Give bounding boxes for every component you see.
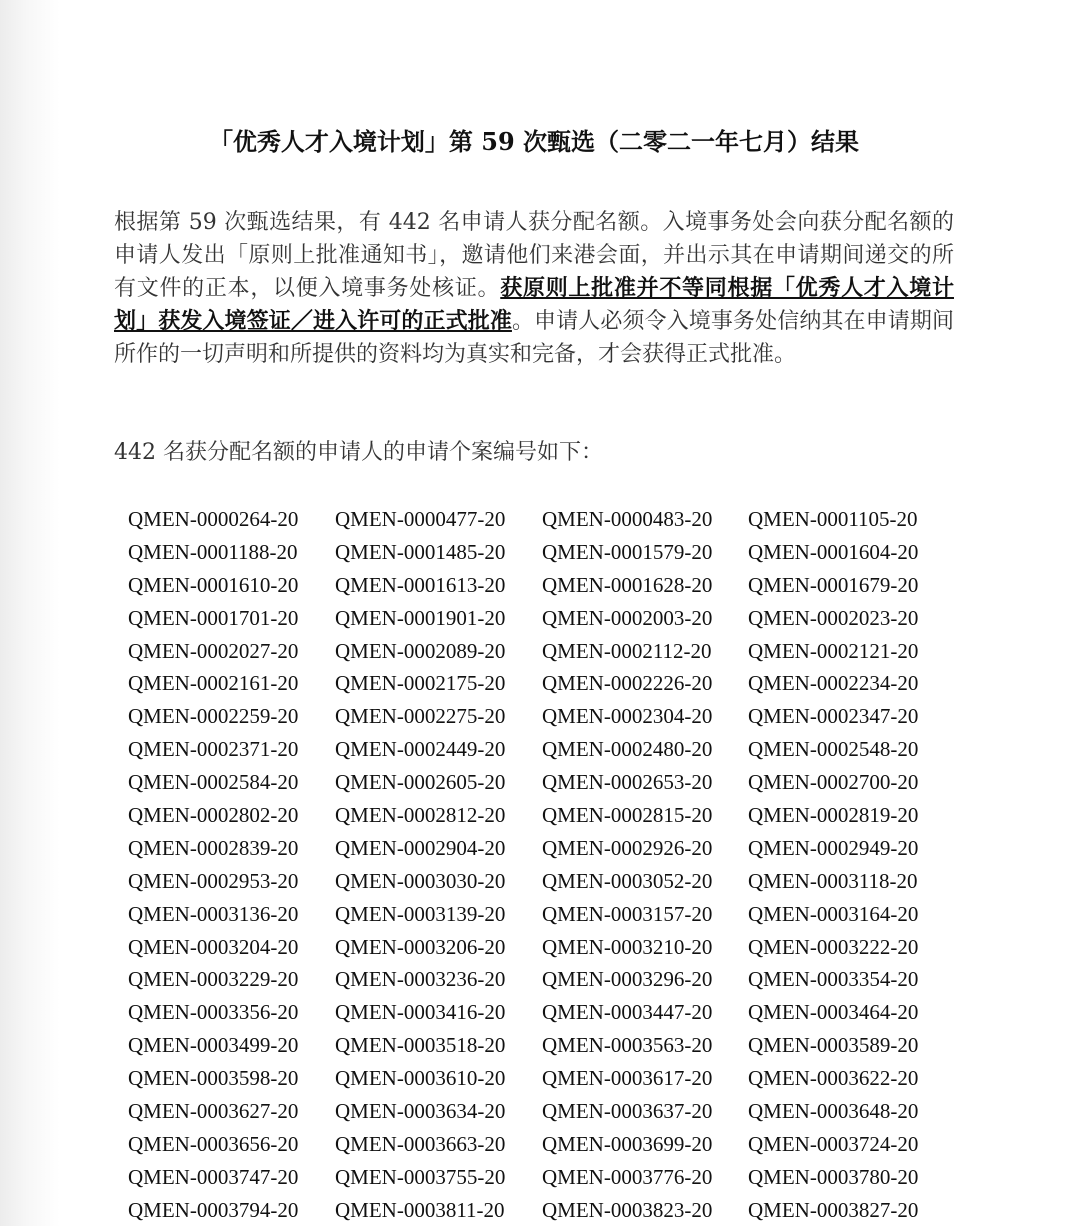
case-number: QMEN-0002815-20 (542, 803, 713, 828)
case-number: QMEN-0002112-20 (542, 638, 712, 663)
case-number: QMEN-0001613-20 (335, 572, 506, 597)
case-number: QMEN-0000264-20 (128, 507, 299, 531)
case-number: QMEN-0003464-20 (748, 1000, 919, 1025)
case-number: QMEN-0002259-20 (128, 704, 299, 729)
case-number: QMEN-0003222-20 (748, 934, 919, 959)
case-number: QMEN-0003354-20 (748, 967, 919, 992)
case-number: QMEN-0002548-20 (748, 737, 919, 762)
case-number: QMEN-0003030-20 (335, 868, 506, 893)
case-number: QMEN-0002700-20 (748, 770, 919, 795)
case-number: QMEN-0003724-20 (748, 1131, 919, 1156)
case-number: QMEN-0002023-20 (748, 605, 919, 630)
case-number: QMEN-0002480-20 (542, 737, 713, 762)
case-number: QMEN-0003656-20 (128, 1131, 299, 1156)
case-number: QMEN-0003610-20 (335, 1066, 506, 1091)
intro-text-part1: 根据第 59 次甄选结果，有 442 名申请人获分配名额。入境事务处会向获分配名额的申请人发出「原则上批准通知书」，邀请他们来港会面，并出示其在申请期间递交的所有文件的正本，以便入境事务处核证。 (114, 210, 954, 301)
case-number: QMEN-0002802-20 (128, 803, 299, 828)
case-number: QMEN-0002304-20 (542, 704, 713, 729)
case-number: QMEN-0002371-20 (128, 737, 299, 762)
case-number: QMEN-0000477-20 (335, 507, 506, 531)
page-title: 「优秀人才入境计划」第 59 次甄选（二零二一年七月）结果 (208, 127, 860, 156)
case-number: QMEN-0002584-20 (128, 770, 299, 795)
case-number: QMEN-0003823-20 (542, 1197, 713, 1222)
case-number: QMEN-0003755-20 (335, 1164, 506, 1189)
case-number: QMEN-0002347-20 (748, 704, 919, 729)
case-number: QMEN-0003296-20 (542, 967, 713, 992)
case-number: QMEN-0002027-20 (128, 638, 299, 663)
case-number: QMEN-0003229-20 (128, 967, 299, 992)
case-number: QMEN-0001105-20 (748, 507, 918, 531)
case-number: QMEN-0002653-20 (542, 770, 713, 795)
case-number: QMEN-0003648-20 (748, 1099, 919, 1124)
case-number: QMEN-0003499-20 (128, 1033, 299, 1058)
case-number: QMEN-0003663-20 (335, 1131, 506, 1156)
case-number: QMEN-0002819-20 (748, 803, 919, 828)
case-number: QMEN-0003416-20 (335, 1000, 506, 1025)
case-number: QMEN-0003136-20 (128, 901, 299, 926)
case-number: QMEN-0003206-20 (335, 934, 506, 959)
case-number: QMEN-0002121-20 (748, 638, 919, 663)
case-number: QMEN-0001679-20 (748, 572, 919, 597)
case-number-grid (128, 503, 958, 1227)
case-number: QMEN-0003589-20 (748, 1033, 919, 1058)
case-number: QMEN-0003052-20 (542, 868, 713, 893)
case-number: QMEN-0003518-20 (335, 1033, 506, 1058)
case-number: QMEN-0002003-20 (542, 605, 713, 630)
case-number: QMEN-0002605-20 (335, 770, 506, 795)
intro-emphasis-text: 获原则上批准并不等同根据「优秀人才入境计划」获发入境签证／进入许可的正式批准 (114, 275, 954, 334)
case-number: QMEN-0003356-20 (128, 1000, 299, 1025)
case-number: QMEN-0003118-20 (748, 868, 918, 893)
case-number: QMEN-0002953-20 (128, 868, 299, 893)
case-number: QMEN-0002926-20 (542, 835, 713, 860)
case-number: QMEN-0001901-20 (335, 605, 506, 630)
case-number: QMEN-0002175-20 (335, 671, 506, 696)
case-number: QMEN-0003210-20 (542, 934, 713, 959)
case-number: QMEN-0002226-20 (542, 671, 713, 696)
case-number: QMEN-0003236-20 (335, 967, 506, 992)
case-number: QMEN-0003827-20 (748, 1197, 919, 1222)
case-number: QMEN-0003776-20 (542, 1164, 713, 1189)
intro-paragraph (114, 206, 954, 371)
case-number: QMEN-0003598-20 (128, 1066, 299, 1091)
case-number: QMEN-0001485-20 (335, 539, 506, 564)
case-number: QMEN-0002161-20 (128, 671, 299, 696)
case-number: QMEN-0003627-20 (128, 1099, 299, 1124)
case-number: QMEN-0001188-20 (128, 539, 298, 564)
case-number: QMEN-0002904-20 (335, 835, 506, 860)
case-number: QMEN-0003164-20 (748, 901, 919, 926)
case-number: QMEN-0003617-20 (542, 1066, 713, 1091)
case-number: QMEN-0003204-20 (128, 934, 299, 959)
case-number: QMEN-0003699-20 (542, 1131, 713, 1156)
case-number: QMEN-0002812-20 (335, 803, 506, 828)
case-number: QMEN-0003634-20 (335, 1099, 506, 1124)
case-number: QMEN-0002234-20 (748, 671, 919, 696)
case-number: QMEN-0001579-20 (542, 539, 713, 564)
case-number: QMEN-0002089-20 (335, 638, 506, 663)
case-number: QMEN-0003139-20 (335, 901, 506, 926)
case-number: QMEN-0003563-20 (542, 1033, 713, 1058)
case-number: QMEN-0001604-20 (748, 539, 919, 564)
case-number: QMEN-0001610-20 (128, 572, 299, 597)
case-number: QMEN-0002839-20 (128, 835, 299, 860)
case-number: QMEN-0002275-20 (335, 704, 506, 729)
case-number: QMEN-0003637-20 (542, 1099, 713, 1124)
case-number: QMEN-0001701-20 (128, 605, 299, 630)
case-number: QMEN-0003157-20 (542, 901, 713, 926)
intro-text-part2: 。申请人必须令入境事务处信纳其在申请期间所作的一切声明和所提供的资料均为真实和完备，才会获得正式批准。 (114, 309, 954, 367)
case-number: QMEN-0001628-20 (542, 572, 713, 597)
case-number: QMEN-0000483-20 (542, 507, 713, 531)
case-number: QMEN-0003747-20 (128, 1164, 299, 1189)
case-number: QMEN-0003622-20 (748, 1066, 919, 1091)
case-number: QMEN-0003447-20 (542, 1000, 713, 1025)
case-number: QMEN-0003794-20 (128, 1197, 299, 1222)
case-number: QMEN-0002449-20 (335, 737, 506, 762)
case-list-heading: 442 名获分配名额的申请人的申请个案编号如下： (114, 440, 603, 465)
case-number: QMEN-0002949-20 (748, 835, 919, 860)
case-number: QMEN-0003780-20 (748, 1164, 919, 1189)
case-number: QMEN-0003811-20 (335, 1197, 505, 1222)
